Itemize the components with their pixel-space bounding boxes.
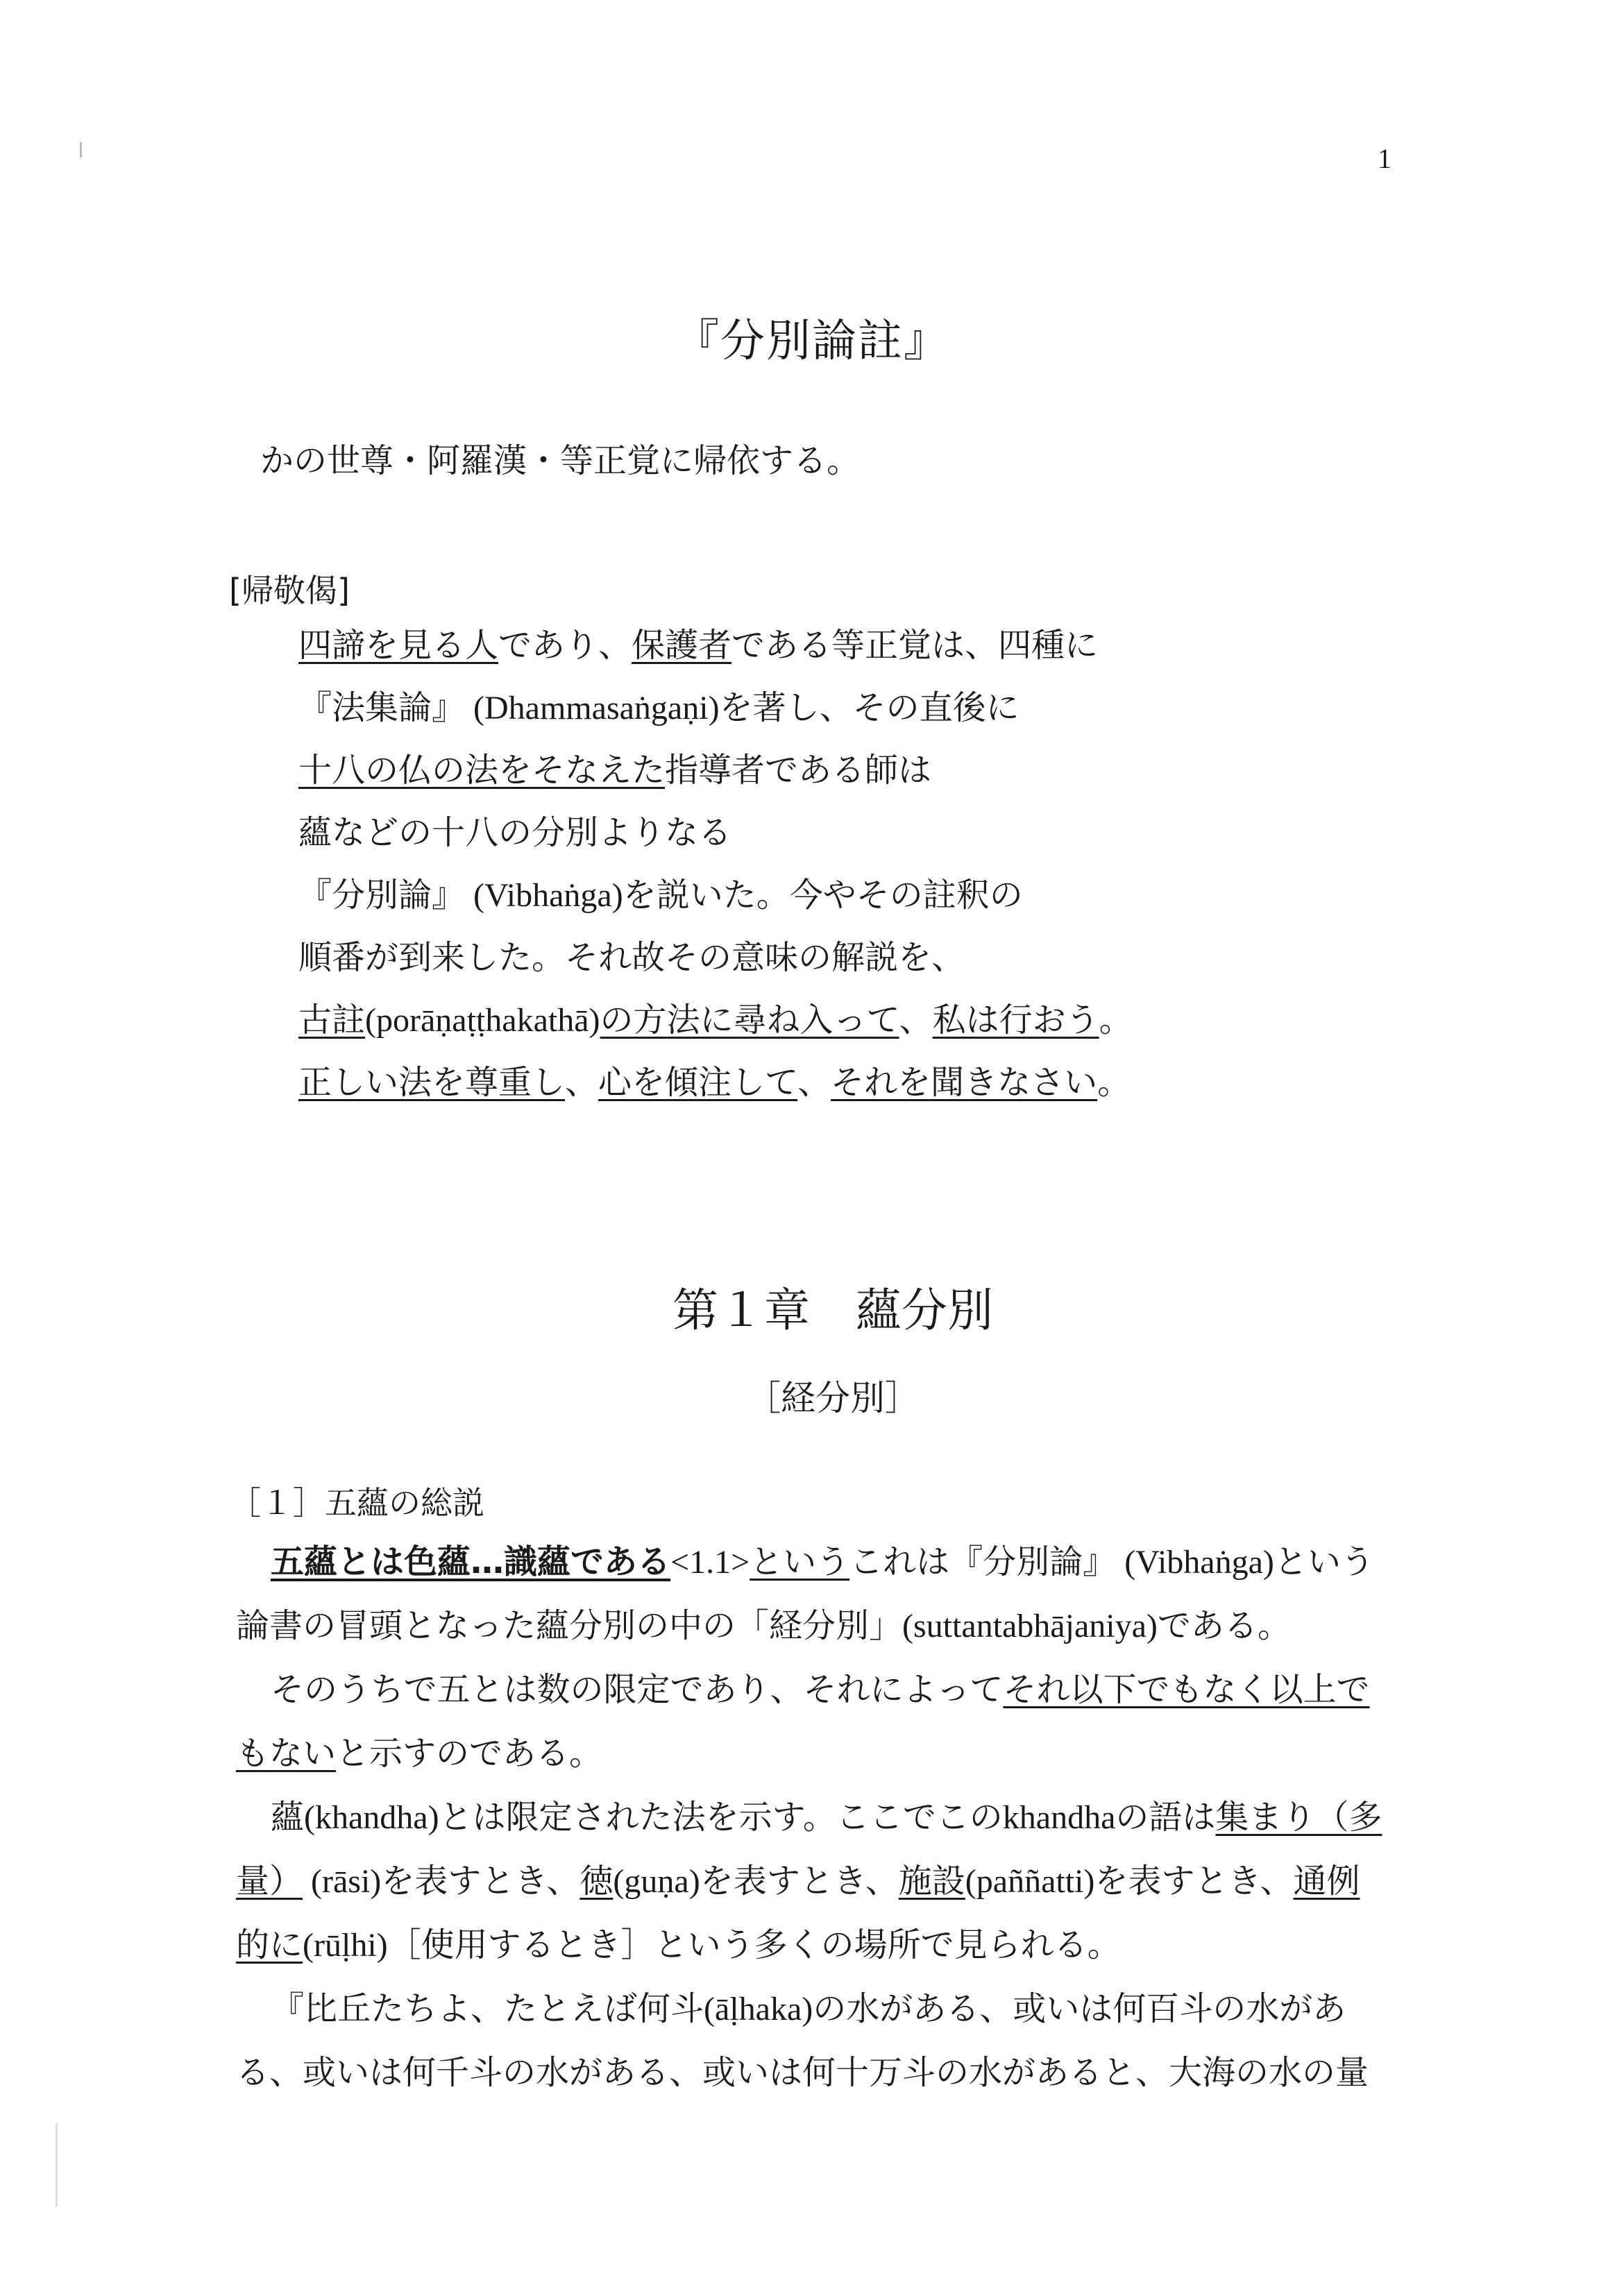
text-span: と示すのである。 <box>336 1734 603 1773</box>
text-span: 、 <box>565 1063 599 1102</box>
text-span: 、 <box>899 1001 933 1039</box>
verse-line <box>298 864 1548 926</box>
verse-line <box>298 989 1548 1051</box>
text-span: 『分別論』 <box>298 876 466 915</box>
underlined-phrase: 五蘊とは色蘊…識蘊である <box>271 1542 671 1581</box>
scan-mark <box>80 142 82 158</box>
paragraph-line <box>236 1721 1437 1785</box>
pali-term: (khandha) <box>304 1799 439 1836</box>
text-span: 論書の冒頭となった蘊分別の中の「経分別」 <box>236 1606 903 1645</box>
dedication-line: かの世尊・阿羅漢・等正覚に帰依する。 <box>260 441 861 480</box>
text-span: る、或いは何千斗の水がある、或いは何十万斗の水があると、大海の水の量 <box>236 2053 1369 2092</box>
section-heading: ［１］五蘊の総説 <box>229 1484 484 1522</box>
underlined-phrase: 通例 <box>1293 1862 1360 1900</box>
underlined-phrase: 徳 <box>580 1862 614 1900</box>
underlined-phrase: の方法に尋ね入って <box>600 1001 899 1039</box>
text-span: 指導者である師は <box>665 751 932 790</box>
underlined-phrase: 私は行おう <box>932 1001 1099 1039</box>
pali-term: (Vibhaṅga) <box>1116 1544 1274 1581</box>
verse-line <box>298 801 1548 864</box>
pali-term: (rāsi) <box>303 1863 382 1900</box>
text-span: の語は <box>1115 1798 1216 1837</box>
underlined-phrase: 正しい法を尊重し <box>298 1063 566 1102</box>
text-span: を表すとき、 <box>700 1862 899 1900</box>
text-span: とは限定された法を示す。ここでこの <box>439 1798 1003 1837</box>
text-span: である。 <box>1157 1606 1291 1645</box>
underlined-phrase: 心を傾注して <box>598 1063 798 1102</box>
text-span: 蘊 <box>271 1798 305 1837</box>
paragraph-line <box>236 1785 1437 1849</box>
text-span: である等正覚は、四種に <box>731 626 1099 665</box>
paragraph-line <box>236 1530 1437 1594</box>
text-span: 、 <box>797 1063 831 1102</box>
paragraph-line <box>236 1913 1437 1977</box>
underlined-phrase: 集まり（多 <box>1215 1798 1382 1837</box>
chapter-title: 第１章 蘊分別 <box>673 1284 993 1337</box>
pali-term: (āḷhaka) <box>704 1991 813 2027</box>
pali-term: (suttantabhājaniya) <box>902 1608 1158 1644</box>
underlined-phrase: 四諦を見る人 <box>298 626 499 665</box>
pali-term: (rūḷhi) <box>303 1927 388 1964</box>
pali-term: (Dhammasaṅgaṇi) <box>465 690 720 726</box>
pali-term: <1.1> <box>670 1544 750 1581</box>
paragraph-line <box>236 1658 1437 1721</box>
text-span: を著し、その直後に <box>719 688 1020 727</box>
text-span: 『比丘たちよ、たとえば何斗 <box>271 1989 704 2028</box>
verse-line <box>298 739 1548 801</box>
text-span: の水がある、或いは何百斗の水があ <box>813 1989 1346 2028</box>
scan-mark <box>56 2123 58 2206</box>
text-span: という <box>1274 1542 1374 1581</box>
underlined-phrase: それ以下でもなく以上で <box>1003 1670 1370 1709</box>
text-span: ［使用するとき］という多くの場所で見られる。 <box>387 1925 1121 1964</box>
underlined-phrase: という <box>750 1542 850 1581</box>
body-text <box>236 1530 1437 2104</box>
text-span: そのうちで五とは数の限定であり、それによって <box>271 1670 1004 1709</box>
paragraph-line <box>236 1849 1437 1913</box>
underlined-phrase: 保護者 <box>632 626 732 665</box>
paragraph-line <box>236 2041 1437 2104</box>
text-span: 。 <box>1099 1001 1133 1039</box>
text-span: 『法集論』 <box>298 688 466 727</box>
verse-block <box>298 614 1548 1114</box>
pali-term: khandha <box>1002 1799 1116 1836</box>
text-span: 蘊などの十八の分別よりなる <box>298 813 732 852</box>
text-span: を表すとき、 <box>1094 1862 1294 1900</box>
text-span: 順番が到来した。それ故その意味の解説を、 <box>298 938 965 977</box>
paragraph-line <box>236 1977 1437 2041</box>
pali-term: (porāṇaṭṭhakathā) <box>365 1002 600 1039</box>
text-span: であり、 <box>498 626 632 665</box>
verse-line <box>298 677 1548 739</box>
underlined-phrase: 量） <box>236 1862 303 1900</box>
verse-line <box>298 614 1548 677</box>
pali-term: (Vibhaṅga) <box>465 877 623 914</box>
chapter-subtitle: ［経分別］ <box>746 1378 920 1418</box>
page-number: 1 <box>1378 143 1392 174</box>
text-span: 。 <box>1097 1063 1131 1102</box>
underlined-phrase: それを聞きなさい <box>831 1063 1098 1102</box>
verse-line <box>298 926 1548 989</box>
underlined-phrase: 的に <box>236 1925 303 1964</box>
underlined-phrase: もない <box>236 1734 337 1773</box>
page-title: 『分別論註』 <box>675 316 949 367</box>
underlined-phrase: 十八の仏の法をそなえた <box>298 751 666 790</box>
paragraph-line <box>236 1594 1437 1658</box>
text-span: これは『分別論』 <box>849 1542 1117 1581</box>
underlined-phrase: 施設 <box>898 1862 965 1900</box>
verse-line <box>298 1051 1548 1114</box>
pali-term: (guṇa) <box>613 1863 700 1900</box>
verse-section-label: [帰敬偈] <box>229 572 350 609</box>
text-span: を表すとき、 <box>381 1862 580 1900</box>
pali-term: (paññatti) <box>965 1863 1095 1900</box>
text-span: を説いた。今やその註釈の <box>623 876 1023 915</box>
underlined-phrase: 古註 <box>298 1001 366 1039</box>
